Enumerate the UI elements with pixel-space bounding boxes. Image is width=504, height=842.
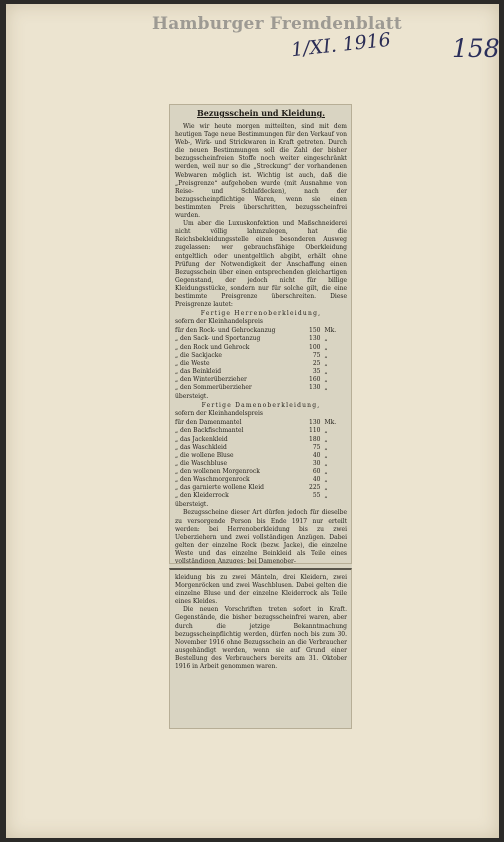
men-clothing-subheading: sofern der Kleinhandelspreis bbox=[175, 318, 263, 326]
price-row bbox=[175, 384, 345, 392]
handwritten-date: 1/XI. 1916 bbox=[290, 28, 392, 62]
price-row bbox=[175, 452, 345, 460]
price-unit: „ bbox=[324, 375, 328, 383]
price-value: 30 bbox=[312, 459, 321, 467]
price-value: 25 bbox=[312, 359, 321, 367]
article-title: Bezugsschein und Kleidung. bbox=[197, 108, 325, 118]
price-row bbox=[175, 327, 345, 335]
article-paragraph: Die neuen Vorschriften treten sofort in Kraft. Gegenstände, die bisher bezugsscheinfrei waren, aber durch die jetzige Bekanntmachung bezugsscheinpflichtig werden, dürfen noch bis zum 30. November 1916 ohne Bezugsschein an die Verbraucher ausgehändigt werden, wenn sie auf Grund einer Bestellung des Verbrauchers bereits am 31. Oktober 1916 in Arbeit genommen waren. bbox=[175, 606, 347, 671]
price-value: 100 bbox=[309, 343, 321, 351]
price-unit: „ bbox=[324, 427, 328, 435]
price-value: 75 bbox=[312, 351, 321, 359]
price-item: für den Rock- und Gehrockanzug bbox=[175, 327, 276, 335]
price-row bbox=[175, 436, 345, 444]
price-value: 130 bbox=[309, 384, 321, 391]
price-value: 75 bbox=[312, 443, 321, 451]
clipping-column-upper bbox=[169, 104, 352, 564]
price-row bbox=[175, 476, 345, 484]
price-unit: „ bbox=[324, 359, 328, 367]
price-item: „ den Sack- und Sportanzug bbox=[175, 335, 261, 343]
clipping-column-lower bbox=[169, 568, 352, 729]
price-value: 150 bbox=[309, 327, 321, 335]
newspaper-clipping bbox=[169, 104, 352, 729]
price-row bbox=[175, 419, 345, 427]
price-unit: „ bbox=[324, 367, 328, 375]
price-item: „ die Waschbluse bbox=[175, 459, 228, 467]
price-item: „ den Waschmorgenrock bbox=[175, 476, 250, 484]
price-value: 225 bbox=[309, 484, 321, 492]
price-row bbox=[175, 460, 345, 468]
price-value: 160 bbox=[309, 375, 321, 383]
price-row bbox=[175, 344, 345, 352]
price-value: 40 bbox=[312, 451, 321, 459]
price-value: 60 bbox=[312, 467, 321, 475]
price-unit: „ bbox=[324, 459, 328, 467]
price-unit: „ bbox=[324, 351, 328, 359]
article-paragraph: kleidung bis zu zwei Mänteln, drei Kleidern, zwei Morgenröcken und zwei Waschblusen. Dabei gelten die einzelne Bluse und der einzelne Kleiderrock als Teile eines Kleides. bbox=[175, 574, 347, 606]
women-clothing-heading: Fertige Damenoberkleidung, bbox=[201, 402, 321, 410]
price-value: 35 bbox=[312, 367, 321, 375]
price-unit: Mk. bbox=[324, 327, 337, 335]
price-item: „ das Beinkleid bbox=[175, 367, 222, 375]
women-price-table bbox=[175, 419, 345, 500]
price-value: 110 bbox=[309, 427, 321, 435]
price-item: „ die Weste bbox=[175, 359, 210, 367]
price-unit: „ bbox=[324, 451, 328, 459]
price-row bbox=[175, 492, 345, 500]
price-value: 130 bbox=[309, 335, 321, 343]
price-unit: „ bbox=[324, 443, 328, 451]
women-clothing-end: übersteigt. bbox=[175, 501, 209, 509]
price-item: „ das Jackenkleid bbox=[175, 435, 228, 443]
women-clothing-subheading: sofern der Kleinhandelspreis bbox=[175, 410, 263, 418]
price-unit: „ bbox=[324, 435, 328, 443]
handwritten-archive-number: 158 bbox=[452, 34, 500, 63]
newspaper-masthead: Hamburger Fremdenblatt bbox=[152, 14, 402, 34]
price-item: „ die Sackjacke bbox=[175, 351, 222, 359]
price-item: „ das Waschkleid bbox=[175, 443, 227, 451]
price-value: 180 bbox=[309, 435, 321, 443]
price-row bbox=[175, 360, 345, 368]
price-item: „ den Sommerüberzieher bbox=[175, 384, 252, 391]
price-unit: „ bbox=[324, 492, 328, 500]
price-value: 40 bbox=[312, 476, 321, 484]
price-row bbox=[175, 376, 345, 384]
price-row bbox=[175, 484, 345, 492]
men-clothing-end: übersteigt. bbox=[175, 393, 209, 401]
price-item: „ den Rock und Gehrock bbox=[175, 343, 250, 351]
article-intro: Wie wir heute morgen mitteilten, sind mit dem heutigen Tage neue Bestimmungen für den Verkauf von Web-, Wirk- und Strickwaren in Kraft getreten. Durch die neuen Bestimmungen soll die Zahl der bisher bezugsscheinfreien Stoffe noch weiter eingeschränkt werden, weil nur so die „Streckung“ der vorhandenen Webwaren möglich ist. Wichtig ist auch, daß die „Preisgrenze“ aufgehoben wurde (mit Ausnahme von Reise- und Schlafdecken), nach der bezugsscheinpflichtige Waren, wenn sie einen bestimmten Preis überschritten, bezugsscheinfrei wurden. bbox=[175, 123, 347, 220]
price-value: 130 bbox=[309, 419, 321, 427]
price-item: „ den Kleiderrock bbox=[175, 492, 229, 500]
article-paragraph: Um aber die Luxuskonfektion und Maßschneiderei nicht völlig lahmzulegen, hat die Reichsbekleidungsstelle einen besonderen Ausweg zugelassen: wer gebrauchsfähige Oberkleidung entgeltlich oder unentgeltlich abgibt, erhält ohne Prüfung der Notwendigkeit der Anschaffung einen Bezugsschein über einen entsprechenden gleichartigen Gegenstand, der jedoch nicht für billige Kleidungsstücke, sondern nur für solche gilt, die eine bestimmte Preisgrenze überschreiten. Diese Preisgrenze lautet: bbox=[175, 220, 347, 309]
price-unit: „ bbox=[324, 484, 328, 492]
price-row bbox=[175, 352, 345, 360]
price-item: „ die wollene Bluse bbox=[175, 451, 234, 459]
price-unit: „ bbox=[324, 476, 328, 484]
price-item: für den Damenmantel bbox=[175, 419, 242, 427]
price-row bbox=[175, 444, 345, 452]
price-unit: „ bbox=[324, 335, 328, 343]
price-unit: „ bbox=[324, 343, 328, 351]
price-item: „ den Winterüberzieher bbox=[175, 375, 247, 383]
price-unit: „ bbox=[324, 467, 328, 475]
price-row bbox=[175, 335, 345, 343]
article-paragraph: Bezugsscheine dieser Art dürfen jedoch für dieselbe zu versorgende Person bis Ende 1917 nur erteilt werden: bei Herrenoberkleidung bis zu zwei Ueberziehern und zwei vollständigen Anzügen. Dabei gelten der einzelne Rock (bezw. Jacke), die einzelne Weste und das einzelne Beinkleid als Teile eines vollständigen Anzuges; bei Damenober- bbox=[175, 509, 347, 564]
price-unit: Mk. bbox=[324, 419, 337, 427]
price-unit: „ bbox=[324, 384, 328, 391]
men-price-table bbox=[175, 327, 345, 392]
price-row bbox=[175, 368, 345, 376]
men-clothing-heading: Fertige Herrenoberkleidung, bbox=[200, 310, 322, 318]
price-row bbox=[175, 427, 345, 435]
price-value: 55 bbox=[312, 492, 321, 500]
price-item: „ das garnierte wollene Kleid bbox=[175, 484, 264, 492]
price-row bbox=[175, 468, 345, 476]
price-item: „ den wollenen Morgenrock bbox=[175, 467, 260, 475]
price-item: „ den Backfischmantel bbox=[175, 427, 244, 435]
